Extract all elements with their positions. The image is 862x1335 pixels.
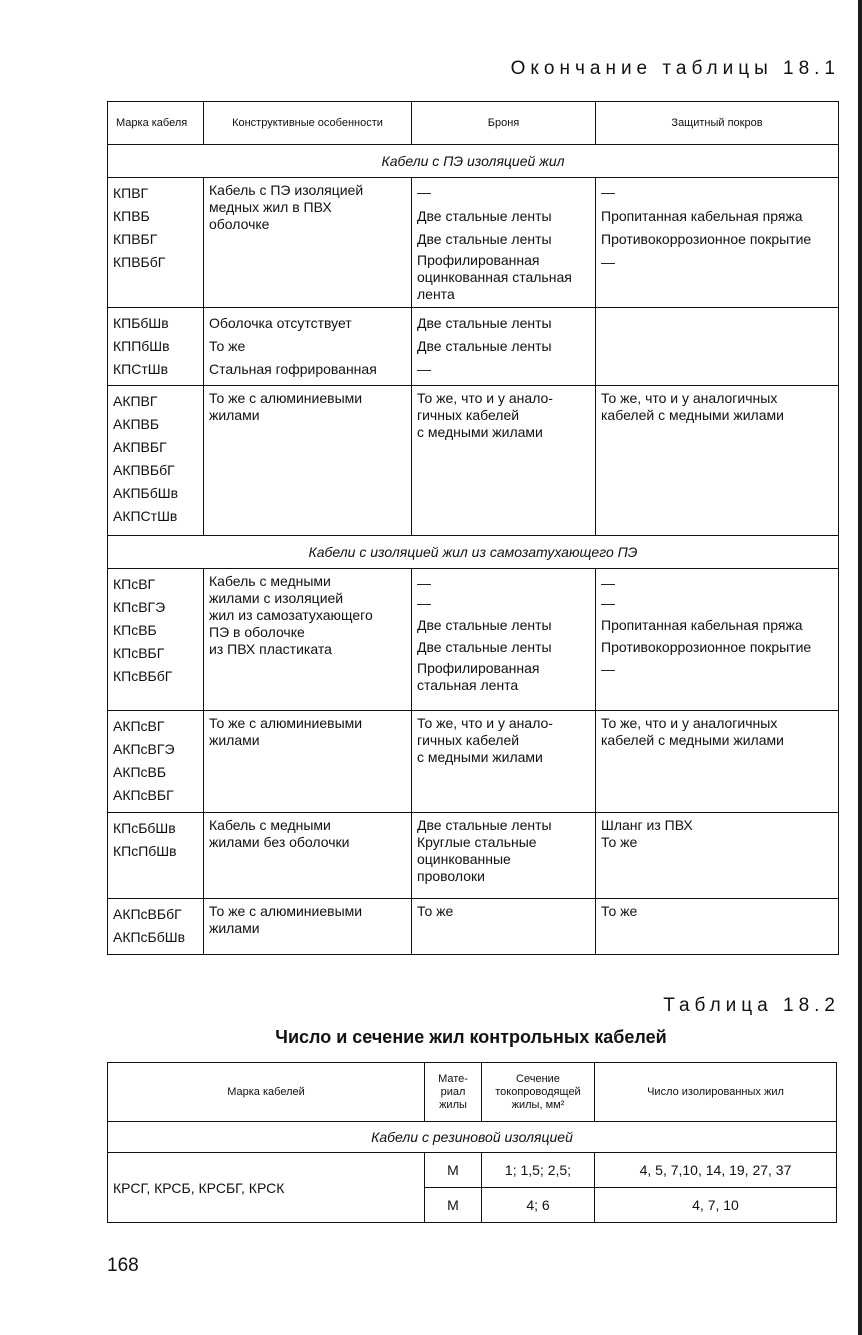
cable-mark: КПБбШв	[113, 315, 169, 331]
cover-text: кабелей с медными жилами	[601, 407, 784, 423]
section-cell: 4; 6	[482, 1188, 595, 1223]
armor-text: Две стальные ленты	[417, 231, 552, 247]
armor-text: проволоки	[417, 868, 485, 884]
cover-text: —	[601, 184, 615, 200]
armor-text: Две стальные ленты	[417, 315, 552, 331]
cover-text: Пропитанная кабельная пряжа	[601, 208, 803, 224]
cable-mark: АКПВБ	[113, 416, 160, 432]
section-title: Кабели с ПЭ изоляцией жил	[108, 145, 839, 178]
armor-cell	[412, 711, 596, 813]
count-cell: 4, 7, 10	[595, 1188, 837, 1223]
table-caption-18-1: Окончание таблицы 18.1	[510, 58, 840, 79]
armor-text: стальная лента	[417, 677, 519, 693]
header-material-line: риал	[440, 1085, 466, 1098]
construction-text: Кабель с медными	[209, 573, 331, 589]
construction-cell	[204, 899, 412, 955]
header-material-line: жилы	[439, 1098, 467, 1111]
armor-text: лента	[417, 286, 455, 302]
construction-text: Кабель с ПЭ изоляцией	[209, 182, 364, 198]
armor-text: Две стальные ленты	[417, 639, 552, 655]
cover-cell	[596, 813, 839, 899]
construction-text: Оболочка отсутствует	[209, 315, 352, 331]
header-count: Число изолированных жил	[595, 1063, 837, 1122]
cable-mark: КПСтШв	[113, 361, 169, 377]
section-cell: 1; 1,5; 2,5;	[482, 1153, 595, 1188]
construction-text: То же с алюминиевыми	[209, 390, 363, 406]
header-section-line: токопроводящей	[495, 1085, 581, 1098]
header-mark: Марка кабелей	[108, 1063, 425, 1122]
armor-text: То же	[417, 903, 454, 919]
cover-text: То же, что и у аналогичных	[601, 390, 778, 406]
armor-text: оцинкованные	[417, 851, 511, 867]
construction-text: жил из самозатухающего	[209, 607, 373, 623]
construction-cell	[204, 308, 412, 386]
armor-cell	[412, 386, 596, 536]
mark-cell	[108, 813, 204, 899]
cable-mark: АКПсБбШв	[113, 929, 186, 945]
material-cell: М	[425, 1153, 482, 1188]
armor-text: Две стальные ленты	[417, 817, 552, 833]
armor-cell	[412, 813, 596, 899]
header-mark: Марка кабеля	[108, 102, 204, 145]
cable-mark: КПсВГЭ	[113, 599, 166, 615]
cover-text: —	[601, 254, 615, 270]
header-construction: Конструктивные особенности	[204, 102, 412, 145]
construction-text: жилами с изоляцией	[209, 590, 344, 606]
mark-cell	[108, 569, 204, 711]
cable-mark: АКПсВБГ	[113, 787, 174, 803]
section-row	[108, 145, 839, 178]
cable-mark-cell: КРСГ, КРСБ, КРСБГ, КРСК	[108, 1153, 425, 1223]
cable-mark: КПВГ	[113, 185, 149, 201]
cover-text: Противокоррозионное покрытие	[601, 639, 812, 655]
construction-text: Кабель с медными	[209, 817, 331, 833]
construction-cell	[204, 178, 412, 308]
cover-text: —	[601, 661, 615, 677]
mark-cell	[108, 178, 204, 308]
armor-text: Профилированная	[417, 252, 540, 268]
cable-mark: КПВБбГ	[113, 254, 166, 270]
cover-text: —	[601, 595, 615, 611]
table-header-row	[108, 102, 839, 145]
table-title-18-2: Число и сечение жил контрольных кабелей	[275, 1027, 667, 1047]
mark-cell	[108, 308, 204, 386]
section-title: Кабели с резиновой изоляцией	[108, 1122, 837, 1153]
cable-mark: АКПсВГ	[113, 718, 165, 734]
cable-mark: АКПсВБбГ	[113, 906, 182, 922]
table-caption-18-2: Таблица 18.2	[663, 995, 840, 1016]
cable-mark: КПсВБ	[113, 622, 157, 638]
count-cell: 4, 5, 7,10, 14, 19, 27, 37	[595, 1153, 837, 1188]
page-number: 168	[107, 1255, 139, 1276]
section-title: Кабели с изоляцией жил из самозатухающего ПЭ	[108, 536, 839, 569]
armor-text: То же, что и у анало-	[417, 715, 553, 731]
armor-text: Круглые стальные	[417, 834, 537, 850]
construction-cell	[204, 711, 412, 813]
armor-text: с медными жилами	[417, 424, 543, 440]
table-row	[108, 813, 839, 899]
cover-text: То же	[601, 903, 638, 919]
table-row	[108, 308, 839, 386]
construction-text: жилами	[209, 732, 260, 748]
armor-cell	[412, 308, 596, 386]
construction-cell	[204, 813, 412, 899]
cable-mark: АКПВБбГ	[113, 462, 175, 478]
page-edge-shadow	[858, 0, 862, 1335]
construction-text: из ПВХ пластиката	[209, 641, 332, 657]
section-row	[108, 1122, 837, 1153]
construction-text: жилами без оболочки	[209, 834, 350, 850]
construction-text: оболочке	[209, 216, 270, 232]
construction-text: То же с алюминиевыми	[209, 715, 363, 731]
table-row	[108, 178, 839, 308]
cover-text: Шланг из ПВХ	[601, 817, 693, 833]
armor-text: —	[417, 575, 431, 591]
armor-text: Две стальные ленты	[417, 208, 552, 224]
cable-mark: КПВБГ	[113, 231, 158, 247]
armor-text: —	[417, 184, 431, 200]
armor-cell	[412, 899, 596, 955]
header-section-line: Сечение	[516, 1072, 560, 1085]
armor-text: —	[417, 595, 431, 611]
cover-cell	[596, 308, 839, 386]
armor-text: гичных кабелей	[417, 407, 520, 423]
header-section	[482, 1063, 595, 1122]
cable-mark: АКПБбШв	[113, 485, 179, 501]
header-section-line: жилы, мм²	[511, 1098, 565, 1111]
header-material	[425, 1063, 482, 1122]
cover-text: Пропитанная кабельная пряжа	[601, 617, 803, 633]
armor-text: —	[417, 361, 431, 377]
table-row	[108, 899, 839, 955]
construction-text: То же	[209, 338, 246, 354]
cable-mark: АКПВБГ	[113, 439, 167, 455]
cable-mark: КПсВГ	[113, 576, 156, 592]
construction-text: жилами	[209, 920, 260, 936]
cable-mark: КПсВБбГ	[113, 668, 173, 684]
cable-mark: АКПВГ	[113, 393, 158, 409]
armor-text: То же, что и у анало-	[417, 390, 553, 406]
section-row	[108, 536, 839, 569]
cable-mark: АКПСтШв	[113, 508, 178, 524]
material-cell: М	[425, 1188, 482, 1223]
cable-mark: КПВБ	[113, 208, 150, 224]
cover-text: —	[601, 575, 615, 591]
cover-text: То же, что и у аналогичных	[601, 715, 778, 731]
cable-mark: КПсПбШв	[113, 843, 177, 859]
table-row	[108, 569, 839, 711]
header-material-line: Мате-	[438, 1072, 468, 1085]
armor-text: гичных кабелей	[417, 732, 520, 748]
table-header-row	[108, 1063, 837, 1122]
cover-cell	[596, 386, 839, 536]
cable-table-18-1	[107, 101, 839, 955]
construction-cell	[204, 569, 412, 711]
armor-text: Профилированная	[417, 660, 540, 676]
table-row	[108, 386, 839, 536]
table-row	[108, 711, 839, 813]
cover-cell	[596, 899, 839, 955]
construction-text: жилами	[209, 407, 260, 423]
construction-text: медных жил в ПВХ	[209, 199, 332, 215]
construction-text: ПЭ в оболочке	[209, 624, 305, 640]
cover-cell	[596, 178, 839, 308]
construction-cell	[204, 386, 412, 536]
construction-text: То же с алюминиевыми	[209, 903, 363, 919]
cover-text: То же	[601, 834, 638, 850]
header-armor: Броня	[412, 102, 596, 145]
mark-cell	[108, 386, 204, 536]
control-cables-table	[107, 1062, 837, 1223]
cable-mark: КППбШв	[113, 338, 170, 354]
armor-cell	[412, 178, 596, 308]
cable-mark: КПсВБГ	[113, 645, 165, 661]
armor-text: с медными жилами	[417, 749, 543, 765]
table-row	[108, 1153, 837, 1188]
construction-text: Стальная гофрированная	[209, 361, 377, 377]
cable-mark: АКПсВБ	[113, 764, 167, 780]
armor-text: Две стальные ленты	[417, 617, 552, 633]
cover-text: кабелей с медными жилами	[601, 732, 784, 748]
armor-cell	[412, 569, 596, 711]
cover-cell	[596, 569, 839, 711]
armor-text: оцинкованная стальная	[417, 269, 572, 285]
mark-cell	[108, 899, 204, 955]
mark-cell	[108, 711, 204, 813]
header-cover: Защитный покров	[596, 102, 839, 145]
cover-cell	[596, 711, 839, 813]
cable-mark: АКПсВГЭ	[113, 741, 175, 757]
cover-text: Противокоррозионное покрытие	[601, 231, 812, 247]
armor-text: Две стальные ленты	[417, 338, 552, 354]
cable-mark: КПсБбШв	[113, 820, 176, 836]
